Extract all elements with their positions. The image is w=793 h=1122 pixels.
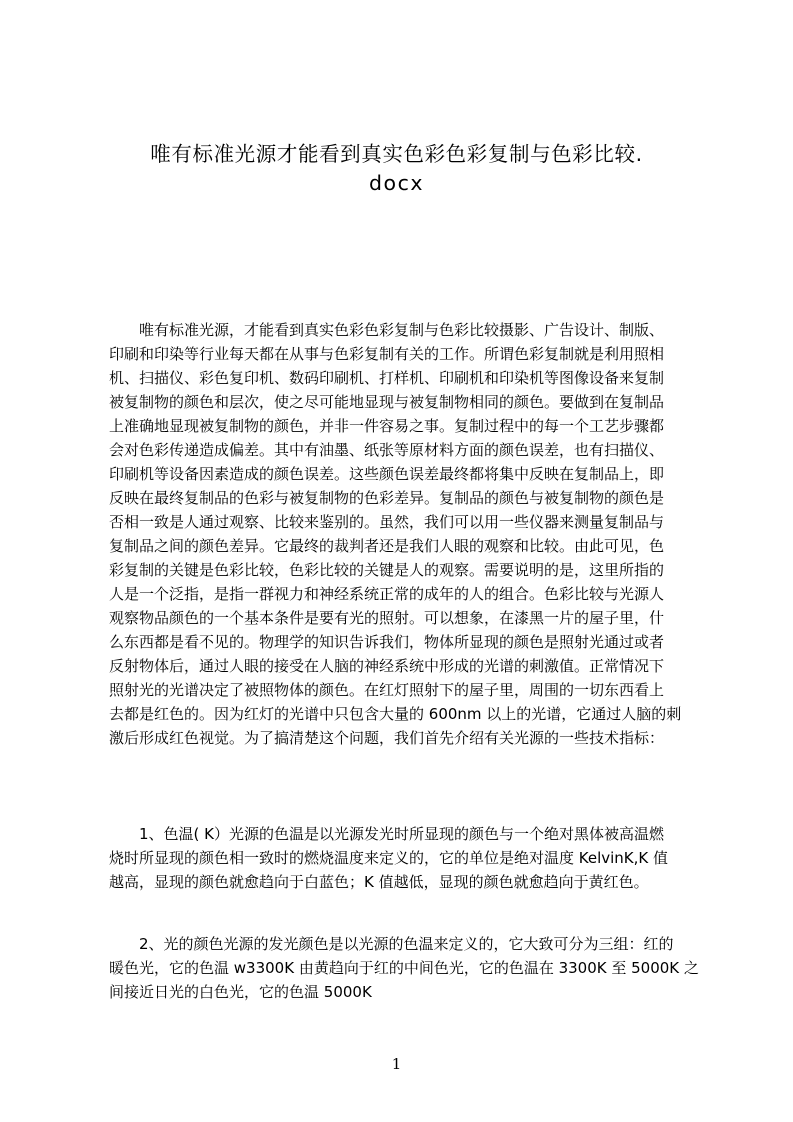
paragraph-line: 机、扫描仪、彩色复印机、数码印刷机、打样机、印刷机和印染机等图像设备来复制 bbox=[109, 369, 665, 387]
paragraph-line: 2、光的颜色光源的发光颜色是以光源的色温来定义的，它大致可分为三组：红的 bbox=[139, 935, 674, 953]
paragraph-line: 么东西都是看不见的。物理学的知识告诉我们，物体所显现的颜色是照射光通过或者 bbox=[109, 633, 665, 651]
paragraph-line: 彩复制的关键是色彩比较，色彩比较的关键是人的观察。需要说明的是，这里所指的 bbox=[109, 561, 665, 579]
paragraph-line: 人是一个泛指，是指一群视力和神经系统正常的成年的人的组合。色彩比较与光源人 bbox=[109, 585, 665, 603]
paragraph-line: 观察物品颜色的一个基本条件是要有光的照射。可以想象，在漆黑一片的屋子里，什 bbox=[109, 609, 665, 627]
paragraph-line: 印刷和印染等行业每天都在从事与色彩复制有关的工作。所谓色彩复制就是利用照相 bbox=[109, 345, 665, 363]
paragraph-line: 被复制物的颜色和层次，使之尽可能地显现与被复制物相同的颜色。要做到在复制品 bbox=[109, 393, 665, 411]
paragraph-color-temperature bbox=[109, 822, 699, 894]
paragraph-line: 越高，显现的颜色就愈趋向于白蓝色；K 值越低，显现的颜色就愈趋向于黄红色。 bbox=[109, 873, 649, 891]
paragraph-line: 印刷机等设备因素造成的颜色误差。这些颜色误差最终都将集中反映在复制品上，即 bbox=[109, 465, 665, 483]
paragraph-line: 会对色彩传递造成偏差。其中有油墨、纸张等原材料方面的颜色误差，也有扫描仪、 bbox=[109, 441, 665, 459]
paragraph-line: 反映在最终复制品的色彩与被复制物的色彩差异。复制品的颜色与被复制物的颜色是 bbox=[109, 489, 665, 507]
paragraph-line: 激后形成红色视觉。为了搞清楚这个问题，我们首先介绍有关光源的一些技术指标： bbox=[109, 729, 665, 747]
title-line-2: docx bbox=[369, 171, 424, 195]
paragraph-line: 上准确地显现被复制物的颜色，并非一件容易之事。复制过程中的每一个工艺步骤都 bbox=[109, 417, 665, 435]
paragraph-line: 烧时所显现的颜色相一致时的燃烧温度来定义的，它的单位是绝对温度 KelvinK,K 值 bbox=[109, 849, 669, 867]
paragraph-line: 照射光的光谱决定了被照物体的颜色。在红灯照射下的屋子里，周围的一切东西看上 bbox=[109, 681, 665, 699]
paragraph-light-color bbox=[109, 932, 699, 1004]
paragraph-line: 1、色温( K）光源的色温是以光源发光时所显现的颜色与一个绝对黑体被高温燃 bbox=[139, 825, 665, 843]
paragraph-line: 复制品之间的颜色差异。它最终的裁判者还是我们人眼的观察和比较。由此可见，色 bbox=[109, 537, 665, 555]
page-number: 1 bbox=[391, 1055, 402, 1073]
paragraph-line: 反射物体后，通过人眼的接受在人脑的神经系统中形成的光谱的刺激值。正常情况下 bbox=[109, 657, 665, 675]
paragraph-intro bbox=[109, 318, 699, 750]
paragraph-line: 去都是红色的。因为红灯的光谱中只包含大量的 600nm 以上的光谱，它通过人脑的刺 bbox=[109, 705, 682, 723]
title-line-1: 唯有标准光源才能看到真实色彩色彩复制与色彩比较. bbox=[150, 142, 643, 166]
paragraph-line: 唯有标准光源，才能看到真实色彩色彩复制与色彩比较摄影、广告设计、制版、 bbox=[139, 321, 665, 339]
paragraph-line: 间接近日光的白色光，它的色温 5000K bbox=[109, 983, 372, 1001]
paragraph-line: 否相一致是人通过观察、比较来鉴别的。虽然，我们可以用一些仪器来测量复制品与 bbox=[109, 513, 665, 531]
paragraph-line: 暖色光，它的色温 w3300K 由黄趋向于红的中间色光，它的色温在 3300K 至 5000K 之 bbox=[109, 959, 699, 977]
document-title bbox=[80, 140, 713, 198]
